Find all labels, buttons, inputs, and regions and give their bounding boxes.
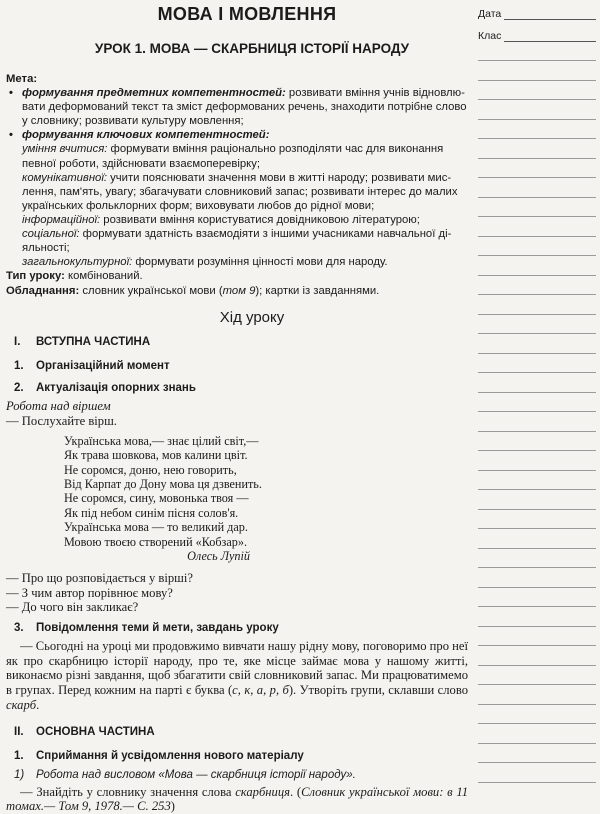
goal-key: • формування ключових компетентностей: уміння вчитися: формувати вміння раціонально розподіляти час для виконання певної роботи, здійснювати взаємоперевірку; комунікативної: учити пояснювати значення мови в житті народу; розвивати мис- лення, пам'ять, увагу; збагачувати словниковий запас; розвивати інтерес до малих українських фольклорних форм; виховувати любов до рідної мови; інформаційної: розвивати вміння користуватися довідниковою літературою; соціальної: формувати здатність взаємодіяти з іншими учасниками навчальної ді- яльності; загальнокультурної: формувати розуміння цінності мови для народу. bbox=[9, 129, 458, 269]
goal-label: Мета: bbox=[6, 73, 38, 85]
poem-line: Як трава шовкова, мов калини цвіт. bbox=[64, 448, 248, 463]
date-field[interactable]: Дата bbox=[478, 8, 596, 20]
listen-instruction: — Послухайте вірш. bbox=[6, 414, 117, 429]
subsection-heading: 1. Сприймання й усвідомлення нового матеріалу bbox=[14, 749, 304, 762]
writing-line bbox=[478, 177, 596, 178]
writing-line bbox=[478, 197, 596, 198]
goal-subject: • формування предметних компетентностей: розвивати вміння учнів відновлю- вати деформований текст та зміст деформованих речень, знаходити потрібне слово у словнику; розвивати культуру мовлення; bbox=[9, 87, 467, 128]
writing-line bbox=[478, 489, 596, 490]
writing-line bbox=[478, 158, 596, 159]
writing-line bbox=[478, 606, 596, 607]
writing-line bbox=[478, 704, 596, 705]
poem-author: Олесь Лупій bbox=[187, 548, 250, 563]
writing-line bbox=[478, 138, 596, 139]
writing-line bbox=[478, 60, 596, 61]
writing-line bbox=[478, 762, 596, 763]
question-list bbox=[6, 571, 468, 615]
question: — З чим автор порівнює мову? bbox=[6, 585, 173, 600]
lesson-type: Тип уроку: комбінований. bbox=[6, 270, 143, 283]
lesson-content bbox=[6, 4, 468, 814]
subsection-heading: 3. Повідомлення теми й мети, завдань уроку bbox=[14, 622, 279, 635]
writing-line bbox=[478, 216, 596, 217]
notes-column bbox=[478, 0, 600, 793]
intro-paragraph: — Сьогодні на уроці ми продовжимо вивчати нашу рідну мову, поговоримо про неї як про скарбницю історії народу, про те, яке місце займає мова у нашому житті, виконаємо різні завдання, щоб збагатити свій словниковий запас. Ми працюватимемо в групах. Перед кожним на парті є буква (с, к, а, р, б). Утворіть групи, склавши слово скарб. bbox=[6, 639, 468, 712]
writing-line bbox=[478, 645, 596, 646]
writing-line bbox=[478, 723, 596, 724]
writing-line bbox=[478, 431, 596, 432]
writing-line bbox=[478, 665, 596, 666]
writing-line bbox=[478, 294, 596, 295]
part-heading: I. ВСТУПНА ЧАСТИНА bbox=[14, 336, 151, 349]
writing-line bbox=[478, 528, 596, 529]
poem-line: Українська мова — то великий дар. bbox=[64, 520, 248, 535]
work-on-poem-label: Робота над віршем bbox=[6, 399, 111, 414]
writing-line bbox=[478, 411, 596, 412]
writing-line bbox=[478, 255, 596, 256]
bullet-icon: • bbox=[9, 129, 13, 142]
writing-line bbox=[478, 509, 596, 510]
writing-line bbox=[478, 548, 596, 549]
writing-line bbox=[478, 80, 596, 81]
poem-line: Не соромся, доню, нею говорить, bbox=[64, 462, 237, 477]
poem-line: Від Карпат до Дону мова ця дзвенить. bbox=[64, 476, 262, 491]
part-heading: II. ОСНОВНА ЧАСТИНА bbox=[14, 725, 155, 738]
poem-line: Не соромся, сину, мовонька твоя — bbox=[64, 491, 249, 506]
writing-line bbox=[478, 119, 596, 120]
writing-line bbox=[478, 684, 596, 685]
writing-line bbox=[478, 626, 596, 627]
lesson-title: УРОК 1. МОВА — СКАРБНИЦЯ ІСТОРІЇ НАРОДУ bbox=[94, 41, 410, 56]
writing-line bbox=[478, 567, 596, 568]
poem bbox=[64, 434, 468, 549]
writing-line bbox=[478, 450, 596, 451]
poem-line: Як під небом синім пісня солов'я. bbox=[64, 505, 239, 520]
writing-line bbox=[478, 743, 596, 744]
equipment: Обладнання: словник української мови (том 9); картки із завданнями. bbox=[6, 285, 380, 298]
writing-line bbox=[478, 392, 596, 393]
poem-line: Українська мова,— знає цілий світ,— bbox=[64, 433, 259, 448]
writing-line bbox=[478, 782, 596, 783]
section-title: МОВА І МОВЛЕННЯ bbox=[157, 4, 337, 24]
goal-block bbox=[6, 72, 468, 299]
dictionary-task: — Знайдіть у словнику значення слова скарбниця. (Словник української мови: в 11 томах.— Том 9, 1978.— С. 253) bbox=[6, 784, 468, 814]
writing-line bbox=[478, 236, 596, 237]
subsection-heading: 1. Організаційний момент bbox=[14, 360, 170, 373]
task-heading: 1) Робота над висловом «Мова — скарбниця історії народу». bbox=[14, 768, 356, 781]
writing-line bbox=[478, 275, 596, 276]
course-title: Хід уроку bbox=[219, 309, 285, 327]
writing-line bbox=[478, 372, 596, 373]
writing-line bbox=[478, 333, 596, 334]
class-field[interactable]: Клас bbox=[478, 30, 596, 42]
writing-line bbox=[478, 587, 596, 588]
bullet-icon: • bbox=[9, 87, 13, 100]
writing-line bbox=[478, 353, 596, 354]
subsection-heading: 2. Актуалізація опорних знань bbox=[14, 382, 196, 395]
question: — До чого він закликає? bbox=[6, 600, 139, 615]
writing-line bbox=[478, 99, 596, 100]
poem-line: Мовою твоєю створений «Кобзар». bbox=[64, 534, 248, 549]
writing-line bbox=[478, 314, 596, 315]
question: — Про що розповідається у вірші? bbox=[6, 570, 193, 585]
writing-line bbox=[478, 470, 596, 471]
